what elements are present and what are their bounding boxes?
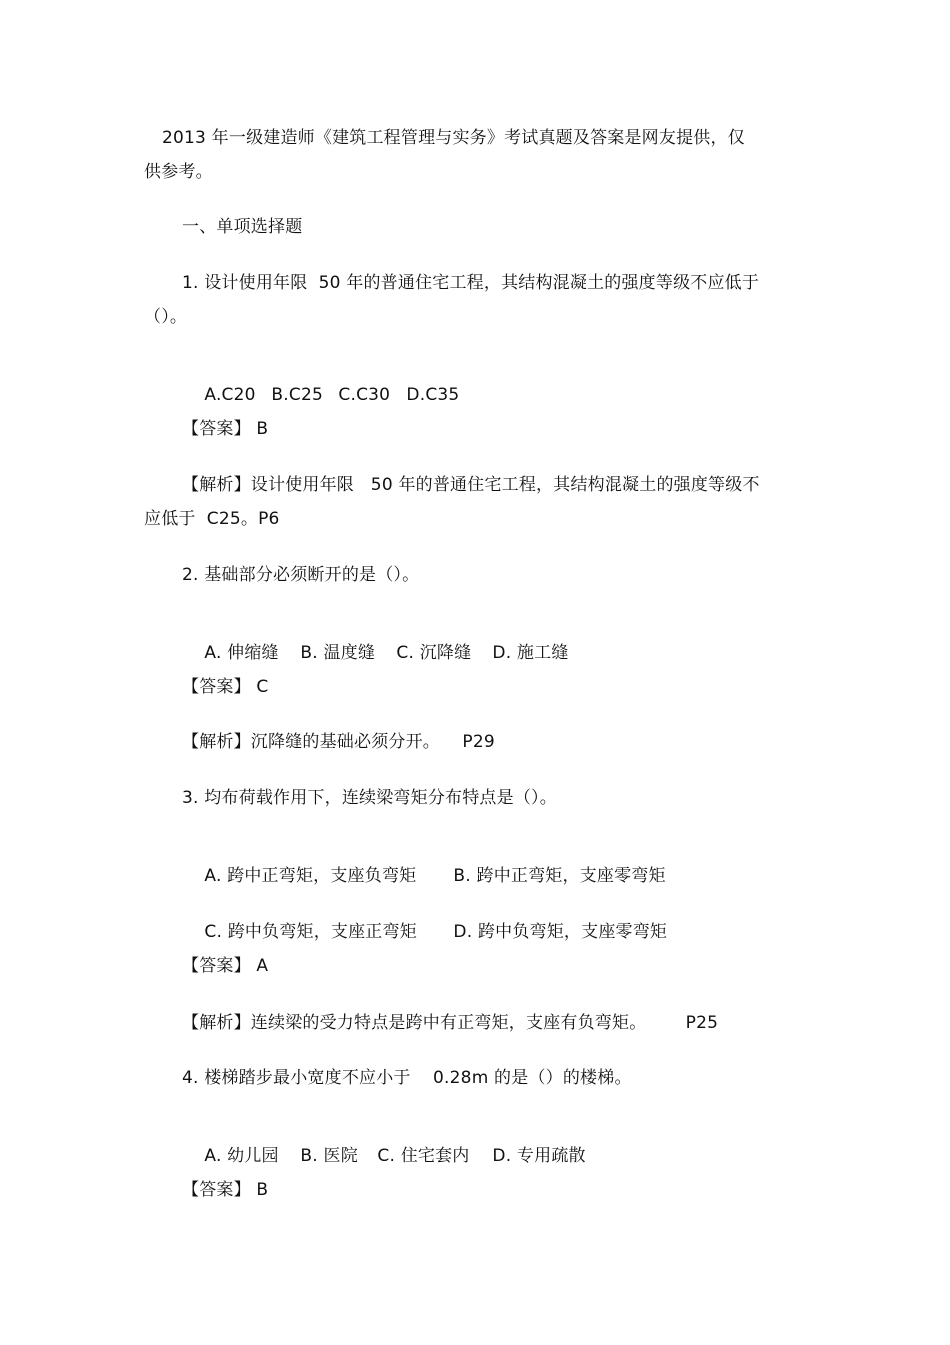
- q2-stem: 2. 基础部分必须断开的是（）。: [182, 565, 420, 585]
- q3-option-b: B. 跨中正弯矩，支座零弯矩: [453, 866, 666, 886]
- q2-answer: 【答案】 C: [182, 677, 269, 697]
- q1-option-c: C.C30: [338, 385, 391, 405]
- q3-option-d: D. 跨中负弯矩，支座零弯矩: [453, 922, 668, 942]
- q2-analysis: 【解析】沉降缝的基础必须分开。 P29: [182, 732, 495, 752]
- q4-option-d: D. 专用疏散: [492, 1146, 586, 1166]
- q3-answer: 【答案】 A: [182, 956, 269, 976]
- q1-analysis-line-2: 应低于 C25。P6: [144, 509, 280, 529]
- q1-analysis-line-1: 【解析】设计使用年限 50 年的普通住宅工程，其结构混凝土的强度等级不: [182, 475, 760, 495]
- q4-option-c: C. 住宅套内: [377, 1146, 470, 1166]
- q2-option-a: A. 伸缩缝: [204, 643, 279, 663]
- q3-stem: 3. 均布荷载作用下，连续梁弯矩分布特点是（）。: [182, 788, 557, 808]
- q2-option-b: B. 温度缝: [300, 643, 376, 663]
- intro-line-2: 供参考。: [144, 162, 213, 182]
- q1-stem-line-2: （）。: [144, 307, 188, 327]
- q4-option-b: B. 医院: [300, 1146, 358, 1166]
- q3-option-c: C. 跨中负弯矩，支座正弯矩: [204, 922, 417, 942]
- q3-analysis: 【解析】连续梁的受力特点是跨中有正弯矩，支座有负弯矩。 P25: [182, 1013, 719, 1033]
- q4-answer: 【答案】 B: [182, 1180, 269, 1200]
- q4-stem: 4. 楼梯踏步最小宽度不应小于 0.28m 的是（）的楼梯。: [182, 1068, 632, 1088]
- q1-stem-line-1: 1. 设计使用年限 50 年的普通住宅工程，其结构混凝土的强度等级不应低于: [182, 273, 760, 293]
- q3-option-a: A. 跨中正弯矩，支座负弯矩: [204, 866, 417, 886]
- q4-option-a: A. 幼儿园: [204, 1146, 279, 1166]
- intro-line-1: 2013 年一级建造师《建筑工程管理与实务》考试真题及答案是网友提供，仅: [162, 128, 745, 148]
- q1-option-d: D.C35: [406, 385, 460, 405]
- q2-option-d: D. 施工缝: [492, 643, 569, 663]
- q1-option-b: B.C25: [271, 385, 323, 405]
- q1-option-a: A.C20: [204, 385, 256, 405]
- section-title: 一、单项选择题: [182, 217, 303, 237]
- q2-option-c: C. 沉降缝: [396, 643, 472, 663]
- q1-answer: 【答案】 B: [182, 419, 269, 439]
